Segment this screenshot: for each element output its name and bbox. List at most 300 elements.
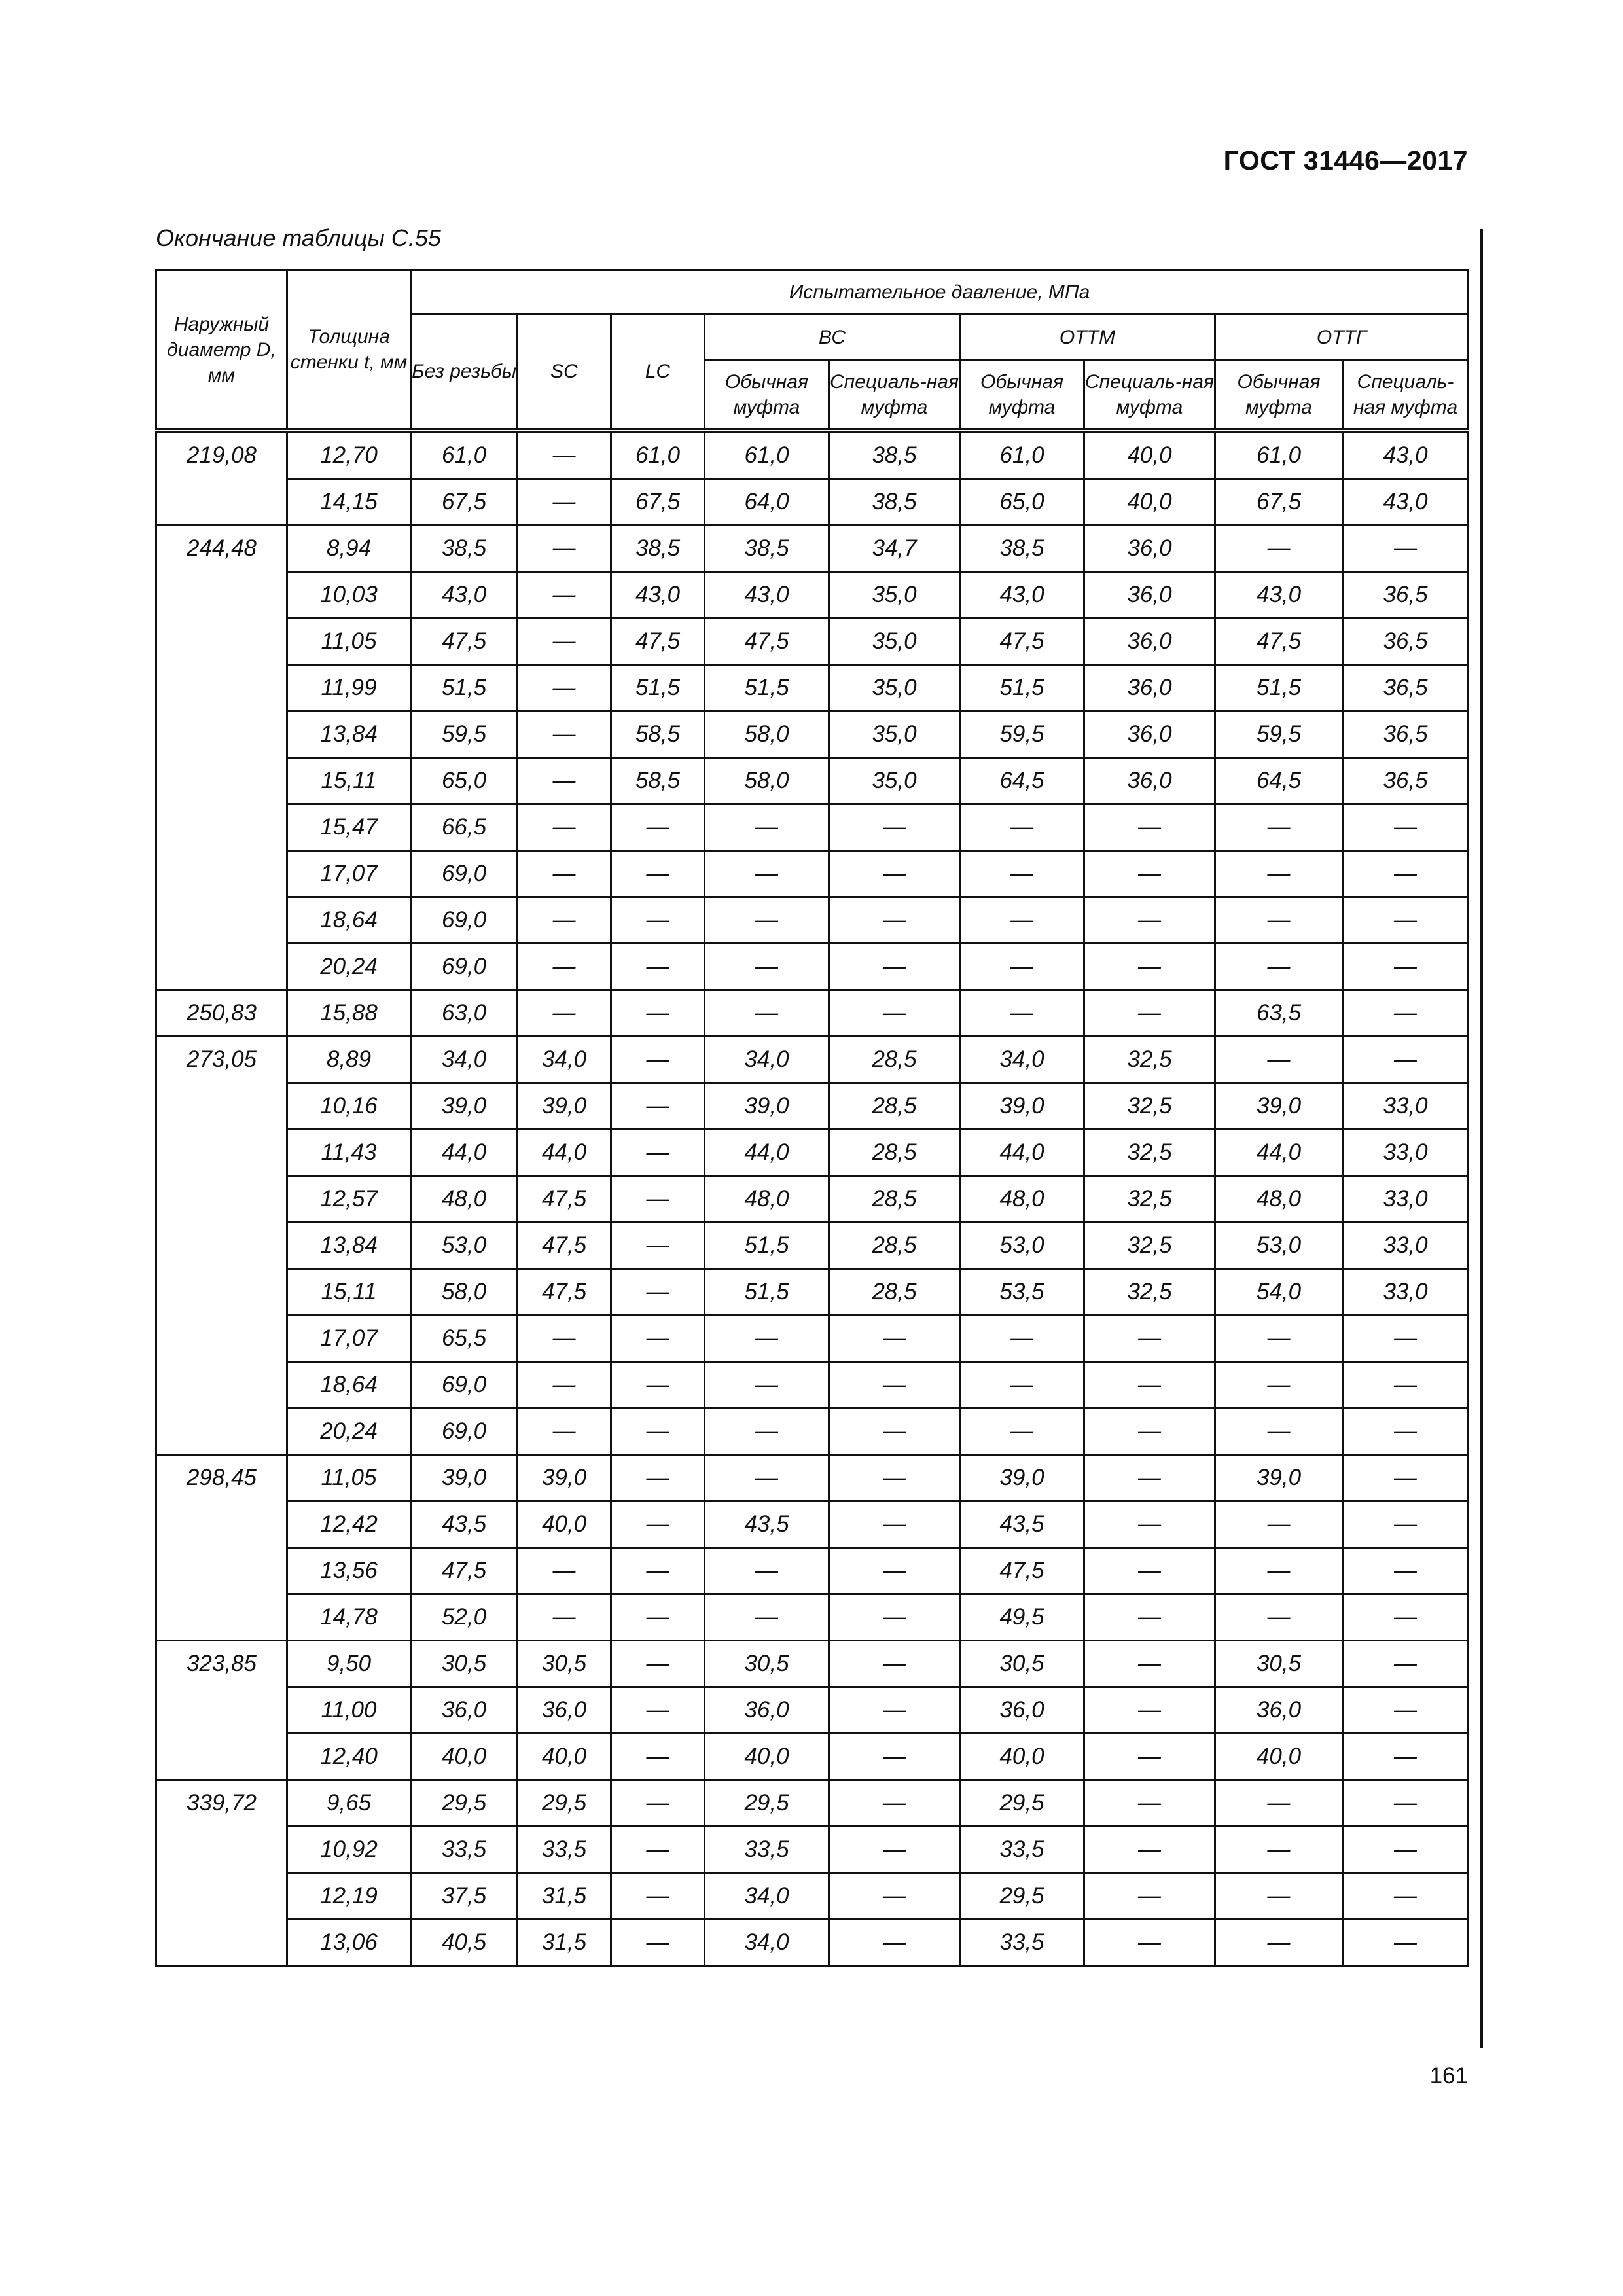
cell-no-thread: 51,5 (411, 665, 518, 711)
cell-ottg-special: — (1343, 1316, 1469, 1362)
cell-bc-regular: 34,0 (705, 1873, 829, 1920)
cell-ottm-special: 32,5 (1084, 1130, 1215, 1176)
table-row (156, 526, 1469, 572)
cell-sc: — (518, 479, 611, 526)
cell-bc-special: 35,0 (829, 758, 960, 804)
cell-ottm-regular: 39,0 (960, 1455, 1084, 1501)
cell-no-thread: 69,0 (411, 851, 518, 897)
cell-ottg-special: — (1343, 1501, 1469, 1548)
cell-ottg-special: — (1343, 1687, 1469, 1734)
cell-bc-regular: 43,0 (705, 572, 829, 619)
cell-sc: 31,5 (518, 1873, 611, 1920)
table-header (156, 270, 1469, 431)
header-ottg: ОТТГ (1215, 314, 1469, 361)
cell-ottm-special: 32,5 (1084, 1269, 1215, 1316)
cell-sc: — (518, 804, 611, 851)
cell-no-thread: 34,0 (411, 1037, 518, 1083)
cell-ottg-special: 36,5 (1343, 711, 1469, 758)
cell-bc-special: 35,0 (829, 619, 960, 665)
cell-no-thread: 63,0 (411, 990, 518, 1037)
cell-lc: — (611, 1641, 705, 1687)
cell-ottg-regular: 48,0 (1215, 1176, 1343, 1223)
test-pressure-table (155, 269, 1469, 1967)
cell-ottg-special: 33,0 (1343, 1223, 1469, 1269)
table-row (156, 1269, 1469, 1316)
cell-thickness: 10,16 (287, 1083, 411, 1130)
cell-lc: — (611, 1269, 705, 1316)
cell-ottm-special: — (1084, 1734, 1215, 1780)
table-row (156, 479, 1469, 526)
cell-ottm-special: — (1084, 1641, 1215, 1687)
cell-bc-regular: — (705, 851, 829, 897)
cell-sc: — (518, 944, 611, 990)
cell-thickness: 11,99 (287, 665, 411, 711)
cell-thickness: 18,64 (287, 897, 411, 944)
cell-ottg-regular: 43,0 (1215, 572, 1343, 619)
cell-ottm-special: — (1084, 1873, 1215, 1920)
cell-lc: — (611, 1687, 705, 1734)
cell-ottg-special: — (1343, 851, 1469, 897)
cell-lc: — (611, 1083, 705, 1130)
cell-ottg-regular: 67,5 (1215, 479, 1343, 526)
cell-bc-regular: — (705, 897, 829, 944)
cell-ottg-regular: 51,5 (1215, 665, 1343, 711)
cell-sc: 36,0 (518, 1687, 611, 1734)
cell-lc: — (611, 1408, 705, 1455)
cell-no-thread: 33,5 (411, 1827, 518, 1873)
cell-bc-special: — (829, 1548, 960, 1594)
cell-bc-regular: 30,5 (705, 1641, 829, 1687)
cell-outer-diameter: 244,48 (156, 526, 287, 990)
cell-ottm-special: — (1084, 1455, 1215, 1501)
table-row (156, 758, 1469, 804)
cell-ottm-regular: 61,0 (960, 431, 1084, 479)
cell-ottm-special: 40,0 (1084, 479, 1215, 526)
cell-ottg-regular: 47,5 (1215, 619, 1343, 665)
cell-ottg-regular: — (1215, 1780, 1343, 1827)
cell-ottg-regular: 36,0 (1215, 1687, 1343, 1734)
cell-no-thread: 58,0 (411, 1269, 518, 1316)
cell-ottm-special: — (1084, 851, 1215, 897)
cell-bc-regular: 36,0 (705, 1687, 829, 1734)
cell-sc: 39,0 (518, 1083, 611, 1130)
header-ottg-special: Специаль-ная муфта (1343, 361, 1469, 431)
table-row (156, 1083, 1469, 1130)
cell-no-thread: 30,5 (411, 1641, 518, 1687)
cell-ottm-special: — (1084, 804, 1215, 851)
table-row (156, 804, 1469, 851)
header-no-thread: Без резьбы (411, 314, 518, 431)
cell-ottg-regular: — (1215, 526, 1343, 572)
cell-ottm-regular: 53,5 (960, 1269, 1084, 1316)
cell-lc: 38,5 (611, 526, 705, 572)
table-row (156, 711, 1469, 758)
table-row (156, 1223, 1469, 1269)
cell-bc-regular: 44,0 (705, 1130, 829, 1176)
cell-thickness: 15,11 (287, 1269, 411, 1316)
cell-ottg-regular: — (1215, 1873, 1343, 1920)
cell-lc: — (611, 1316, 705, 1362)
cell-ottm-regular: — (960, 990, 1084, 1037)
cell-outer-diameter: 219,08 (156, 431, 287, 526)
cell-bc-regular: — (705, 1408, 829, 1455)
cell-ottm-special: 40,0 (1084, 431, 1215, 479)
cell-bc-special: 28,5 (829, 1223, 960, 1269)
cell-bc-regular: 51,5 (705, 1269, 829, 1316)
cell-ottm-regular: 49,5 (960, 1594, 1084, 1641)
cell-bc-regular: — (705, 804, 829, 851)
cell-no-thread: 65,0 (411, 758, 518, 804)
cell-thickness: 15,47 (287, 804, 411, 851)
cell-no-thread: 59,5 (411, 711, 518, 758)
cell-ottg-regular: — (1215, 1362, 1343, 1408)
cell-ottg-special: — (1343, 526, 1469, 572)
cell-thickness: 10,92 (287, 1827, 411, 1873)
cell-lc: 47,5 (611, 619, 705, 665)
cell-ottg-special: — (1343, 1594, 1469, 1641)
cell-sc: — (518, 526, 611, 572)
cell-ottm-regular: — (960, 1316, 1084, 1362)
cell-ottg-special: — (1343, 1037, 1469, 1083)
cell-no-thread: 40,0 (411, 1734, 518, 1780)
cell-ottg-regular: — (1215, 944, 1343, 990)
cell-outer-diameter: 273,05 (156, 1037, 287, 1455)
cell-lc: — (611, 897, 705, 944)
cell-bc-special: 35,0 (829, 711, 960, 758)
cell-sc: — (518, 1408, 611, 1455)
cell-ottm-special: 36,0 (1084, 526, 1215, 572)
cell-ottg-special: — (1343, 1827, 1469, 1873)
cell-no-thread: 67,5 (411, 479, 518, 526)
cell-bc-special: 28,5 (829, 1083, 960, 1130)
cell-bc-special: — (829, 1873, 960, 1920)
cell-ottg-regular: 44,0 (1215, 1130, 1343, 1176)
cell-ottm-special: 32,5 (1084, 1223, 1215, 1269)
cell-sc: 40,0 (518, 1501, 611, 1548)
cell-bc-regular: — (705, 1594, 829, 1641)
cell-ottm-special: 36,0 (1084, 711, 1215, 758)
cell-ottg-regular: 30,5 (1215, 1641, 1343, 1687)
cell-sc: — (518, 1594, 611, 1641)
cell-thickness: 17,07 (287, 851, 411, 897)
cell-sc: 44,0 (518, 1130, 611, 1176)
cell-ottg-special: — (1343, 1455, 1469, 1501)
cell-thickness: 11,43 (287, 1130, 411, 1176)
cell-ottm-regular: 44,0 (960, 1130, 1084, 1176)
cell-ottg-regular: 64,5 (1215, 758, 1343, 804)
cell-lc: — (611, 1501, 705, 1548)
cell-no-thread: 65,5 (411, 1316, 518, 1362)
table-row (156, 1362, 1469, 1408)
cell-lc: — (611, 990, 705, 1037)
table-row (156, 1780, 1469, 1827)
cell-bc-special: 28,5 (829, 1176, 960, 1223)
cell-bc-regular: 38,5 (705, 526, 829, 572)
table-caption: Окончание таблицы С.55 (156, 224, 441, 251)
cell-bc-special: — (829, 897, 960, 944)
cell-no-thread: 69,0 (411, 1408, 518, 1455)
cell-thickness: 9,50 (287, 1641, 411, 1687)
cell-ottm-special: — (1084, 1827, 1215, 1873)
cell-ottg-special: — (1343, 1362, 1469, 1408)
cell-thickness: 20,24 (287, 944, 411, 990)
cell-ottm-regular: 39,0 (960, 1083, 1084, 1130)
cell-bc-regular: 29,5 (705, 1780, 829, 1827)
cell-no-thread: 47,5 (411, 619, 518, 665)
cell-thickness: 15,11 (287, 758, 411, 804)
cell-sc: — (518, 897, 611, 944)
cell-ottg-regular: — (1215, 1920, 1343, 1966)
cell-outer-diameter: 323,85 (156, 1641, 287, 1780)
cell-thickness: 17,07 (287, 1316, 411, 1362)
cell-ottm-regular: 30,5 (960, 1641, 1084, 1687)
cell-bc-regular: — (705, 990, 829, 1037)
cell-ottm-regular: 48,0 (960, 1176, 1084, 1223)
cell-bc-regular: — (705, 1316, 829, 1362)
cell-bc-special: 34,7 (829, 526, 960, 572)
cell-ottg-regular: — (1215, 1594, 1343, 1641)
cell-sc: — (518, 431, 611, 479)
cell-no-thread: 43,0 (411, 572, 518, 619)
cell-no-thread: 66,5 (411, 804, 518, 851)
cell-ottg-special: — (1343, 1920, 1469, 1966)
cell-bc-regular: — (705, 944, 829, 990)
table-row (156, 944, 1469, 990)
cell-bc-special: 38,5 (829, 431, 960, 479)
cell-outer-diameter: 339,72 (156, 1780, 287, 1966)
cell-thickness: 18,64 (287, 1362, 411, 1408)
table-row (156, 1548, 1469, 1594)
cell-no-thread: 53,0 (411, 1223, 518, 1269)
table-row (156, 1641, 1469, 1687)
table-body (156, 431, 1469, 1966)
cell-thickness: 20,24 (287, 1408, 411, 1455)
table-row (156, 1687, 1469, 1734)
cell-ottm-regular: 59,5 (960, 711, 1084, 758)
cell-bc-special: — (829, 1827, 960, 1873)
cell-bc-regular: 58,0 (705, 711, 829, 758)
header-lc: LC (611, 314, 705, 431)
table-row (156, 990, 1469, 1037)
cell-ottg-regular: — (1215, 804, 1343, 851)
cell-bc-special: 28,5 (829, 1037, 960, 1083)
cell-sc: 31,5 (518, 1920, 611, 1966)
cell-no-thread: 29,5 (411, 1780, 518, 1827)
cell-thickness: 13,84 (287, 1223, 411, 1269)
cell-ottm-regular: 53,0 (960, 1223, 1084, 1269)
cell-ottm-regular: — (960, 851, 1084, 897)
cell-ottm-special: 36,0 (1084, 758, 1215, 804)
cell-ottg-regular: 40,0 (1215, 1734, 1343, 1780)
cell-thickness: 14,78 (287, 1594, 411, 1641)
cell-ottm-regular: 33,5 (960, 1920, 1084, 1966)
cell-thickness: 13,84 (287, 711, 411, 758)
cell-sc: 30,5 (518, 1641, 611, 1687)
cell-no-thread: 52,0 (411, 1594, 518, 1641)
cell-bc-special: — (829, 1780, 960, 1827)
cell-thickness: 11,05 (287, 1455, 411, 1501)
cell-sc: 33,5 (518, 1827, 611, 1873)
cell-outer-diameter: 298,45 (156, 1455, 287, 1641)
page-number: 161 (1429, 2063, 1468, 2089)
cell-bc-regular: 43,5 (705, 1501, 829, 1548)
table-row (156, 1130, 1469, 1176)
cell-sc: 29,5 (518, 1780, 611, 1827)
cell-no-thread: 61,0 (411, 431, 518, 479)
header-bc-regular: Обычная муфта (705, 361, 829, 431)
cell-thickness: 14,15 (287, 479, 411, 526)
cell-thickness: 13,56 (287, 1548, 411, 1594)
cell-no-thread: 69,0 (411, 1362, 518, 1408)
header-ottm-special: Специаль-ная муфта (1084, 361, 1215, 431)
cell-bc-special: — (829, 1362, 960, 1408)
cell-bc-regular: 39,0 (705, 1083, 829, 1130)
cell-ottg-special: — (1343, 1873, 1469, 1920)
header-sc: SC (518, 314, 611, 431)
cell-ottg-regular: 39,0 (1215, 1083, 1343, 1130)
cell-ottg-special: 33,0 (1343, 1269, 1469, 1316)
cell-ottm-regular: 43,5 (960, 1501, 1084, 1548)
cell-sc: 47,5 (518, 1223, 611, 1269)
cell-lc: — (611, 1780, 705, 1827)
cell-ottg-regular: 61,0 (1215, 431, 1343, 479)
cell-ottg-special: — (1343, 1548, 1469, 1594)
cell-thickness: 15,88 (287, 990, 411, 1037)
cell-lc: — (611, 1734, 705, 1780)
cell-sc: — (518, 758, 611, 804)
cell-bc-regular: — (705, 1548, 829, 1594)
cell-ottm-regular: 34,0 (960, 1037, 1084, 1083)
cell-lc: — (611, 1548, 705, 1594)
cell-ottm-regular: 29,5 (960, 1780, 1084, 1827)
cell-sc: 34,0 (518, 1037, 611, 1083)
table-row (156, 1920, 1469, 1966)
cell-ottg-regular: 39,0 (1215, 1455, 1343, 1501)
cell-lc: — (611, 1362, 705, 1408)
cell-bc-special: — (829, 1501, 960, 1548)
cell-ottg-special: — (1343, 1734, 1469, 1780)
cell-ottm-regular: — (960, 897, 1084, 944)
cell-bc-special: 28,5 (829, 1130, 960, 1176)
cell-sc: 39,0 (518, 1455, 611, 1501)
cell-ottm-regular: 33,5 (960, 1827, 1084, 1873)
cell-thickness: 11,00 (287, 1687, 411, 1734)
margin-rule (1480, 229, 1483, 2048)
cell-ottg-special: — (1343, 944, 1469, 990)
cell-bc-regular: 40,0 (705, 1734, 829, 1780)
cell-bc-regular: 33,5 (705, 1827, 829, 1873)
table-row (156, 1873, 1469, 1920)
cell-bc-special: — (829, 1455, 960, 1501)
cell-lc: — (611, 1873, 705, 1920)
cell-ottg-special: — (1343, 1408, 1469, 1455)
cell-ottg-special: 36,5 (1343, 572, 1469, 619)
cell-lc: 58,5 (611, 758, 705, 804)
cell-bc-special: — (829, 990, 960, 1037)
cell-sc: 47,5 (518, 1176, 611, 1223)
cell-bc-special: 35,0 (829, 572, 960, 619)
cell-sc: — (518, 665, 611, 711)
table-row (156, 1594, 1469, 1641)
cell-no-thread: 44,0 (411, 1130, 518, 1176)
cell-ottm-special: 32,5 (1084, 1083, 1215, 1130)
cell-ottg-regular: — (1215, 851, 1343, 897)
cell-bc-special: — (829, 1316, 960, 1362)
table-row (156, 431, 1469, 479)
cell-ottg-regular: — (1215, 1408, 1343, 1455)
cell-no-thread: 37,5 (411, 1873, 518, 1920)
cell-sc: — (518, 1548, 611, 1594)
cell-ottg-regular: 54,0 (1215, 1269, 1343, 1316)
cell-thickness: 12,19 (287, 1873, 411, 1920)
cell-bc-special: — (829, 1594, 960, 1641)
cell-ottm-special: — (1084, 1501, 1215, 1548)
cell-bc-special: 28,5 (829, 1269, 960, 1316)
cell-thickness: 10,03 (287, 572, 411, 619)
cell-ottm-special: — (1084, 1687, 1215, 1734)
cell-bc-regular: 48,0 (705, 1176, 829, 1223)
table-row (156, 1316, 1469, 1362)
table-row (156, 1734, 1469, 1780)
cell-ottg-regular: — (1215, 1548, 1343, 1594)
header-outer-diameter: Наружный диаметр D, мм (156, 270, 287, 431)
cell-outer-diameter: 250,83 (156, 990, 287, 1037)
cell-ottm-regular: 40,0 (960, 1734, 1084, 1780)
cell-bc-regular: 47,5 (705, 619, 829, 665)
table-row (156, 1408, 1469, 1455)
table-row (156, 619, 1469, 665)
cell-sc: — (518, 1362, 611, 1408)
cell-thickness: 12,57 (287, 1176, 411, 1223)
cell-sc: — (518, 711, 611, 758)
cell-ottm-special: 32,5 (1084, 1037, 1215, 1083)
cell-bc-special: — (829, 1734, 960, 1780)
cell-lc: — (611, 1920, 705, 1966)
cell-bc-special: — (829, 804, 960, 851)
cell-bc-regular: 61,0 (705, 431, 829, 479)
cell-ottg-regular: — (1215, 1827, 1343, 1873)
cell-bc-regular: 34,0 (705, 1920, 829, 1966)
cell-thickness: 12,40 (287, 1734, 411, 1780)
cell-no-thread: 39,0 (411, 1083, 518, 1130)
cell-ottm-regular: — (960, 1362, 1084, 1408)
cell-bc-regular: — (705, 1455, 829, 1501)
cell-ottg-regular: — (1215, 1316, 1343, 1362)
cell-ottg-special: 36,5 (1343, 665, 1469, 711)
table-row (156, 1501, 1469, 1548)
cell-lc: — (611, 944, 705, 990)
cell-no-thread: 48,0 (411, 1176, 518, 1223)
cell-ottg-special: 43,0 (1343, 431, 1469, 479)
table-row (156, 1827, 1469, 1873)
cell-ottm-regular: 43,0 (960, 572, 1084, 619)
cell-lc: — (611, 1223, 705, 1269)
cell-lc: — (611, 1827, 705, 1873)
header-ottm-regular: Обычная муфта (960, 361, 1084, 431)
cell-lc: — (611, 1176, 705, 1223)
cell-ottm-special: — (1084, 944, 1215, 990)
cell-ottg-regular: — (1215, 1037, 1343, 1083)
cell-ottg-regular: — (1215, 1501, 1343, 1548)
cell-sc: — (518, 990, 611, 1037)
cell-thickness: 8,94 (287, 526, 411, 572)
cell-ottg-special: 33,0 (1343, 1083, 1469, 1130)
cell-sc: 40,0 (518, 1734, 611, 1780)
cell-no-thread: 40,5 (411, 1920, 518, 1966)
cell-bc-regular: 64,0 (705, 479, 829, 526)
cell-ottm-regular: 38,5 (960, 526, 1084, 572)
cell-bc-regular: — (705, 1362, 829, 1408)
